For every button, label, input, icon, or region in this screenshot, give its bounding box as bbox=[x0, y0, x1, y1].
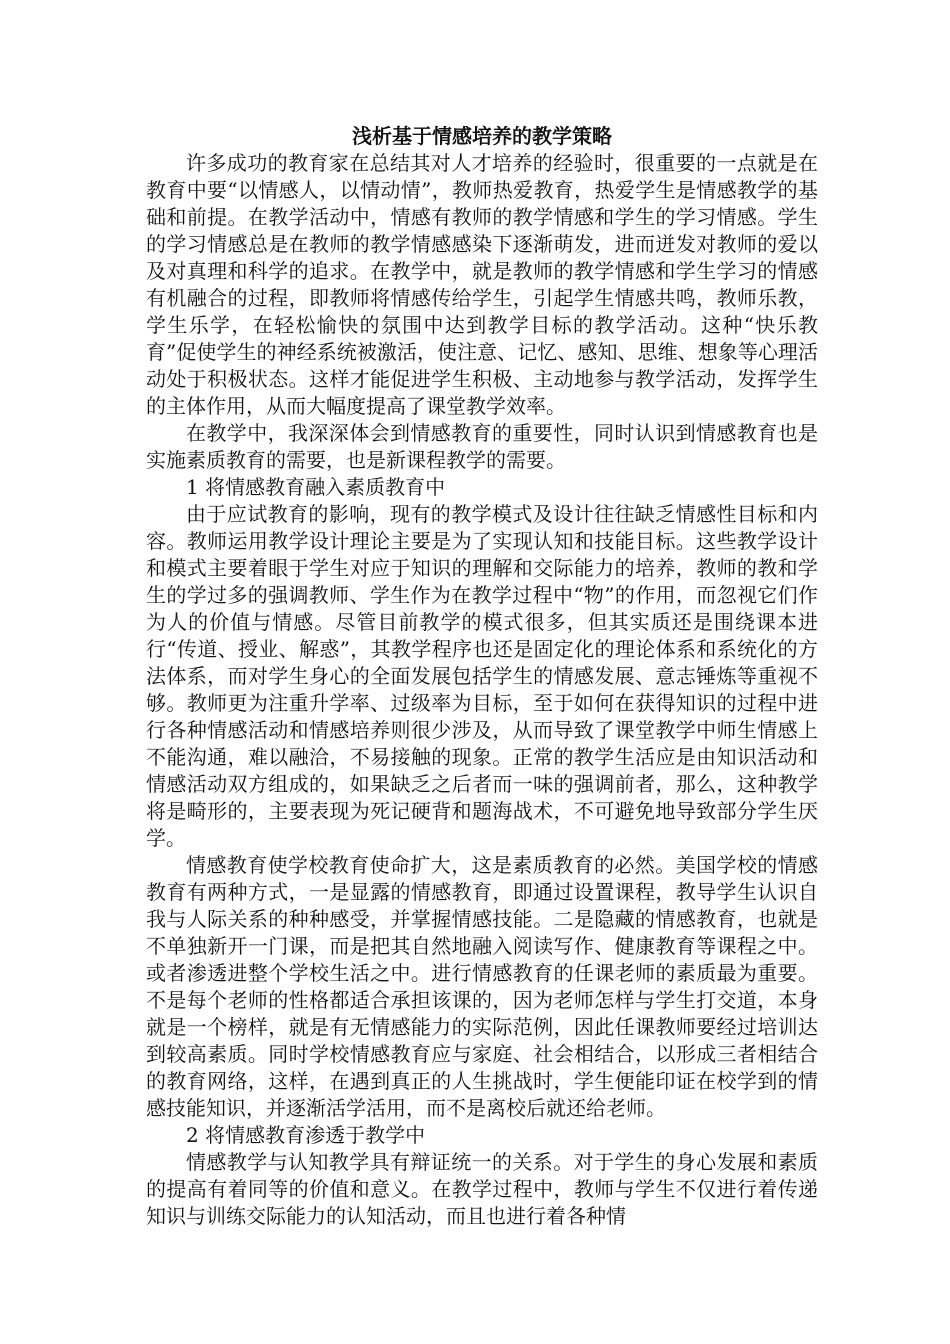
document-page bbox=[146, 122, 818, 1230]
intro-paragraph-1: 许多成功的教育家在总结其对人才培养的经验时，很重要的一点就是在教育中要“以情感人，以情动情”，教师热爱教育，热爱学生是情感教学的基础和前提。在教学活动中，情感有教师的教学情感和学生的学习情感。学生的学习情感总是在教师的教学情感感染下逐渐萌发，进而迸发对教师的爱以及对真理和科学的追求。在教学中，就是教师的教学情感和学生学习的情感有机融合的过程，即教师将情感传给学生，引起学生情感共鸣，教师乐教，学生乐学，在轻松愉快的氛围中达到教学目标的教学活动。这种“快乐教育”促使学生的神经系统被激活，使注意、记忆、感知、思维、想象等心理活动处于积极状态。这样才能促进学生积极、主动地参与教学活动，发挥学生的主体作用，从而大幅度提高了课堂教学效率。 bbox=[146, 151, 818, 418]
section-1-paragraph-2: 情感教育使学校教育使命扩大，这是素质教育的必然。美国学校的情感教育有两种方式，一是显露的情感教育，即通过设置课程，教导学生认识自我与人际关系的种种感受，并掌握情感技能。二是隐藏的情感教育，也就是不单独新开一门课，而是把其自然地融入阅读写作、健康教育等课程之中。或者渗透进整个学校生活之中。进行情感教育的任课老师的素质最为重要。不是每个老师的性格都适合承担该课的，因为老师怎样与学生打交道，本身就是一个榜样，就是有无情感能力的实际范例，因此任课教师要经过培训达到较高素质。同时学校情感教育应与家庭、社会相结合，以形成三者相结合的教育网络，这样，在遇到真正的人生挑战时，学生便能印证在校学到的情感技能知识，并逐渐活学活用，而不是离校后就还给老师。 bbox=[146, 853, 818, 1120]
intro-paragraph-2: 在教学中，我深深体会到情感教育的重要性，同时认识到情感教育也是实施素质教育的需要，也是新课程教学的需要。 bbox=[146, 421, 818, 472]
section-1-heading: 1 将情感教育融入素质教育中 bbox=[186, 475, 446, 499]
document-title: 浅析基于情感培养的教学策略 bbox=[352, 124, 612, 148]
section-2-paragraph-1: 情感教学与认知教学具有辩证统一的关系。对于学生的身心发展和素质的提高有着同等的价值和意义。在教学过程中，教师与学生不仅进行着传递知识与训练交际能力的认知活动，而且也进行着各种情 bbox=[146, 1150, 818, 1228]
section-1-paragraph-1: 由于应试教育的影响，现有的教学模式及设计往往缺乏情感性目标和内容。教师运用教学设计理论主要是为了实现认知和技能目标。这些教学设计和模式主要着眼于学生对应于知识的理解和交际能力的培养，教师的教和学生的学过多的强调教师、学生作为在教学过程中“物”的作用，而忽视它们作为人的价值与情感。尽管目前教学的模式很多，但其实质还是围绕课本进行“传道、授业、解惑”，其教学程序也还是固定化的理论体系和系统化的方法体系，而对学生身心的全面发展包括学生的情感发展、意志锤炼等重视不够。教师更为注重升学率、过级率为目标，至于如何在获得知识的过程中进行各种情感活动和情感培养则很少涉及，从而导致了课堂教学中师生情感上不能沟通，难以融洽，不易接触的现象。正常的教学生活应是由知识活动和情感活动双方组成的，如果缺乏之后者而一味的强调前者，那么，这种教学将是畸形的，主要表现为死记硬背和题海战术，不可避免地导致部分学生厌学。 bbox=[146, 502, 818, 850]
section-2-heading: 2 将情感教育渗透于教学中 bbox=[186, 1123, 426, 1147]
